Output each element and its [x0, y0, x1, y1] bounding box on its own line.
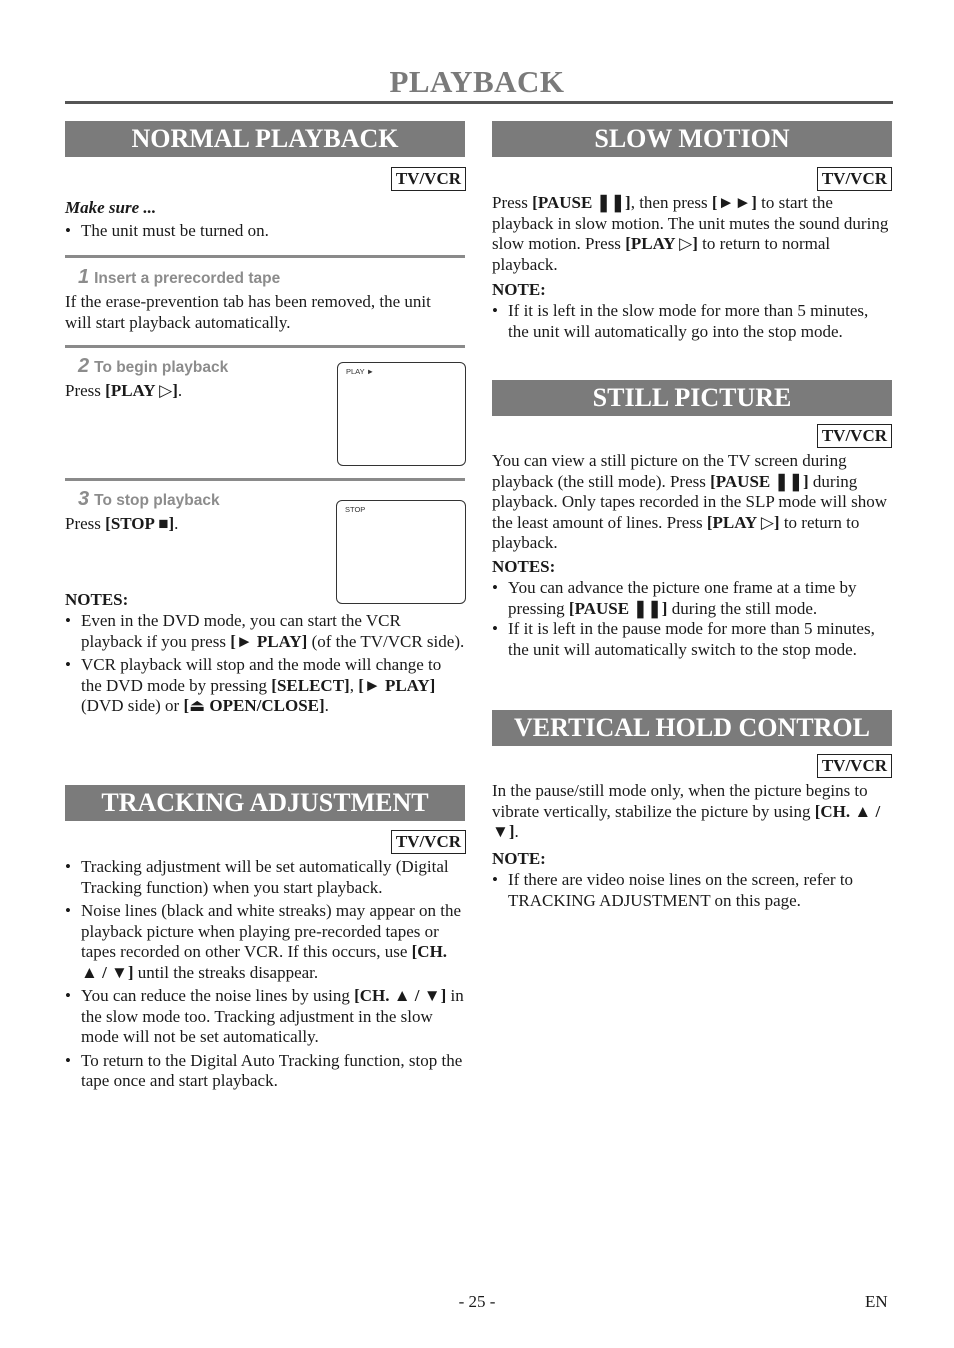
list-item: • VCR playback will stop and the mode will change to the DVD mode by pressing [SELECT], [► PLAY] (DVD side) or [⏏ OPEN/CLOSE]. — [65, 655, 465, 717]
tv-vcr-badge: TV/VCR — [817, 754, 892, 778]
step-title: To stop playback — [94, 492, 220, 509]
notes-label: NOTES: — [65, 590, 129, 609]
still-picture-heading: STILL PICTURE — [492, 380, 892, 416]
tv-vcr-badge: TV/VCR — [391, 167, 466, 191]
slow-motion-heading: SLOW MOTION — [492, 121, 892, 157]
tv-vcr-badge: TV/VCR — [817, 424, 892, 448]
tv-vcr-badge: TV/VCR — [391, 830, 466, 854]
list-item: • You can reduce the noise lines by using [CH. ▲ / ▼] in the slow mode too. Tracking adjustment in the slow mode will not be set automatically. — [65, 986, 467, 1048]
slow-motion-text: Press [PAUSE ❚❚], then press [►►] to start the playback in slow motion. The unit mutes the sound during slow motion. Press [PLAY ▷] to return to normal playback. — [492, 193, 889, 274]
vertical-hold-text: In the pause/still mode only, when the picture begins to vibrate vertically, stabilize the picture by using [CH. ▲ / ▼]. — [492, 781, 881, 841]
list-item: • Noise lines (black and white streaks) may appear on the playback picture when playing pre-recorded tapes or tapes recorded on other VCR. If this occurs, use [CH. ▲ / ▼] until the streaks disappear. — [65, 901, 467, 983]
list-item: • The unit must be turned on. — [65, 221, 465, 242]
title-rule — [65, 101, 893, 104]
normal-playback-heading: NORMAL PLAYBACK — [65, 121, 465, 157]
step-divider — [65, 478, 465, 481]
list-item: • Tracking adjustment will be set automatically (Digital Tracking function) when you start playback. — [65, 857, 467, 898]
page-title: PLAYBACK — [389, 64, 565, 99]
list-item: • You can advance the picture one frame at a time by pressing [PAUSE ❚❚] during the still mode. — [492, 578, 892, 619]
normal-playback-notes — [65, 611, 465, 717]
list-item: • If there are video noise lines on the screen, refer to TRACKING ADJUSTMENT on this page. — [492, 870, 892, 911]
play-key: [PLAY ▷] — [105, 381, 178, 400]
step-number: 3 — [78, 488, 90, 510]
vertical-hold-control-heading: VERTICAL HOLD CONTROL — [492, 710, 892, 746]
still-picture-text: You can view a still picture on the TV screen during playback (the still mode). Press [PAUSE ❚❚] during playback. Only tapes recorded in the SLP mode will show the least amount of lines. Press [PLAY ▷] to return to playback. — [492, 451, 888, 552]
screen-osd-text: STOP — [345, 505, 366, 514]
make-sure-list — [65, 221, 465, 242]
note-label: NOTE: — [492, 280, 546, 299]
tv-screen-play — [337, 362, 466, 466]
step-2-heading — [78, 355, 228, 378]
tv-screen-stop — [336, 500, 466, 604]
language-label: EN — [865, 1292, 888, 1311]
tv-vcr-badge: TV/VCR — [817, 167, 892, 191]
tracking-list — [65, 857, 467, 1092]
step-divider — [65, 255, 465, 258]
step-number: 2 — [78, 355, 90, 377]
screen-osd-text: PLAY ► — [346, 367, 374, 376]
step-title: To begin playback — [94, 359, 229, 376]
list-item: • If it is left in the pause mode for more than 5 minutes, the unit will automatically switch to the stop mode. — [492, 619, 892, 660]
list-item: • If it is left in the slow mode for more than 5 minutes, the unit will automatically go into the stop mode. — [492, 301, 888, 342]
tracking-adjustment-heading: TRACKING ADJUSTMENT — [65, 785, 465, 821]
step-1-heading — [78, 266, 280, 289]
step-number: 1 — [78, 266, 90, 288]
note-label: NOTE: — [492, 849, 546, 868]
page-number: - 25 - — [458, 1292, 496, 1311]
make-sure-label: Make sure ... — [65, 198, 157, 217]
list-item: • To return to the Digital Auto Tracking function, stop the tape once and start playback. — [65, 1051, 467, 1092]
step-1-text: If the erase-prevention tab has been removed, the unit will start playback automatically. — [65, 292, 431, 332]
step-3-heading — [78, 488, 220, 511]
step-2-text: Press [PLAY ▷]. — [65, 381, 183, 400]
list-item: • Even in the DVD mode, you can start the VCR playback if you press [► PLAY] (of the TV/VCR side). — [65, 611, 465, 652]
slow-motion-notes — [492, 301, 888, 342]
step-title: Insert a prerecorded tape — [94, 270, 281, 287]
vertical-hold-notes — [492, 870, 892, 911]
stop-key: [STOP ■] — [105, 514, 175, 533]
step-divider — [65, 345, 465, 348]
notes-label: NOTES: — [492, 557, 556, 576]
step-3-text: Press [STOP ■]. — [65, 514, 179, 533]
still-picture-notes — [492, 578, 892, 660]
